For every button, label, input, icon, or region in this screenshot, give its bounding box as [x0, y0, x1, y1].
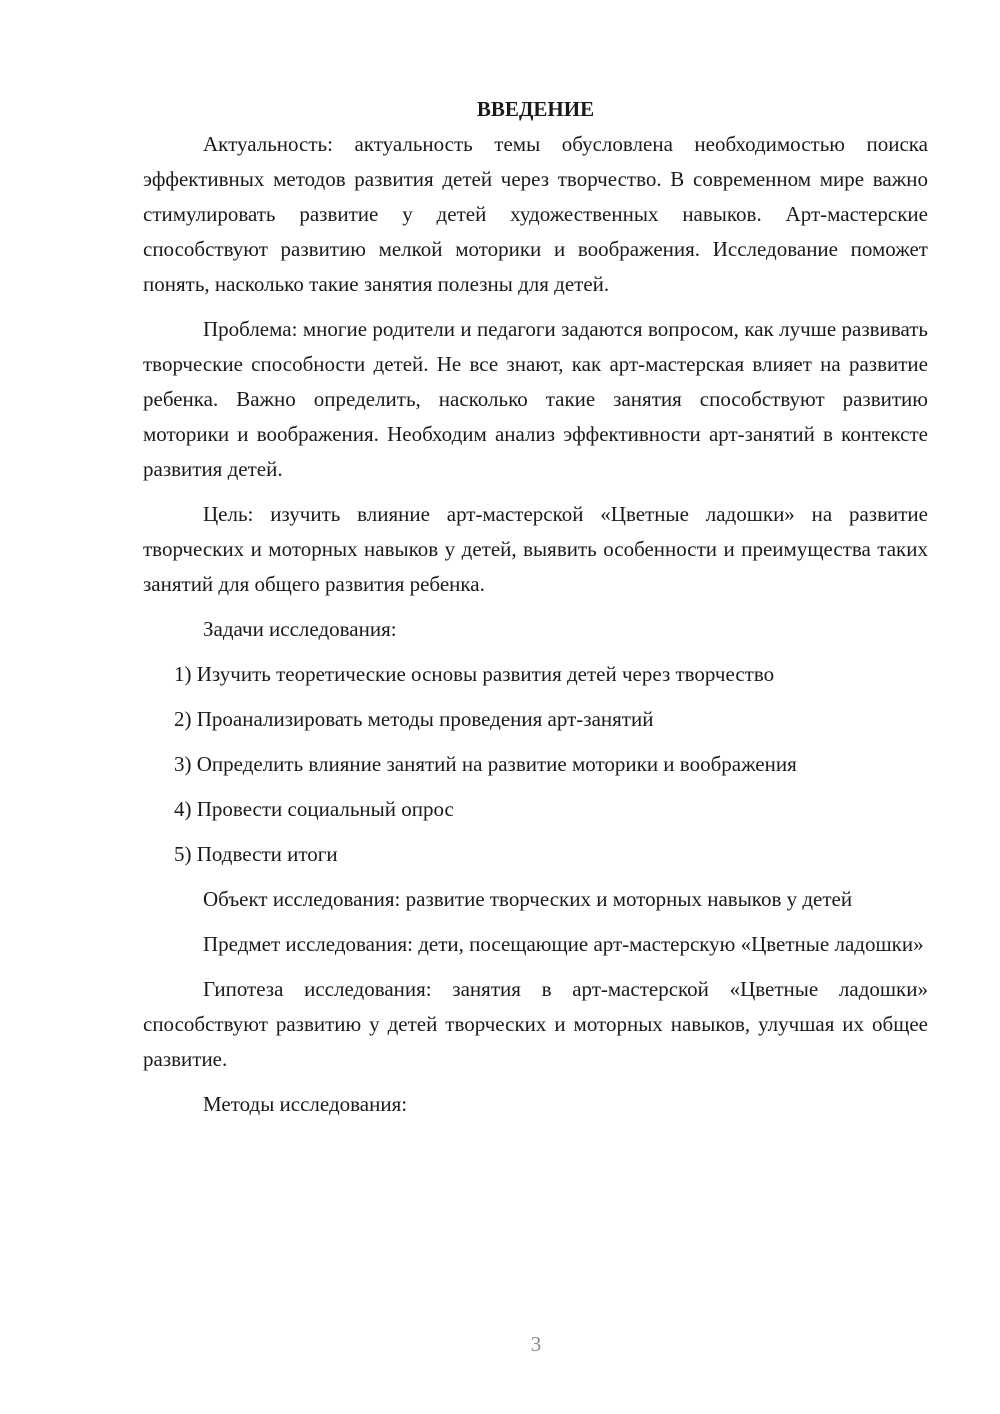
tasks-heading: Задачи исследования: [203, 617, 397, 641]
relevance-paragraph: Актуальность: актуальность темы обусловлена необходимостью поиска эффективных методов развития детей через творчество. В современном мире важно стимулировать развитие у детей художественных навыков. Арт-мастерские способствуют развитию мелкой моторики и воображения. Исследование поможет понять, насколько такие занятия полезны для детей. [143, 132, 928, 296]
subject-paragraph: Предмет исследования: дети, посещающие арт-мастерскую «Цветные ладошки» [203, 932, 924, 956]
page-number: 3 [530, 1332, 542, 1356]
methods-heading: Методы исследования: [203, 1092, 408, 1116]
problem-paragraph: Проблема: многие родители и педагоги задаются вопросом, как лучше развивать творческие способности детей. Не все знают, как арт-мастерская влияет на развитие ребенка. Важно определить, насколько такие занятия способствуют развитию моторики и воображения. Необходим анализ эффективности арт-занятий в контексте развития детей. [143, 317, 928, 481]
list-item: 2) Проанализировать методы проведения арт-занятий [174, 707, 654, 731]
list-item: 3) Определить влияние занятий на развитие моторики и воображения [174, 752, 797, 776]
list-item: 4) Провести социальный опрос [174, 797, 454, 821]
list-item: 5) Подвести итоги [174, 842, 338, 866]
document-page [143, 92, 928, 1132]
tasks-list [143, 657, 928, 872]
section-title: ВВЕДЕНИЕ [476, 97, 595, 121]
list-item: 1) Изучить теоретические основы развития детей через творчество [174, 662, 775, 686]
hypothesis-paragraph: Гипотеза исследования: занятия в арт-мастерской «Цветные ладошки» способствуют развитию у детей творческих и моторных навыков, улучшая их общее развитие. [143, 977, 928, 1071]
object-paragraph: Объект исследования: развитие творческих и моторных навыков у детей [203, 887, 853, 911]
goal-paragraph: Цель: изучить влияние арт-мастерской «Цветные ладошки» на развитие творческих и моторных навыков у детей, выявить особенности и преимущества таких занятий для общего развития ребенка. [143, 502, 928, 596]
